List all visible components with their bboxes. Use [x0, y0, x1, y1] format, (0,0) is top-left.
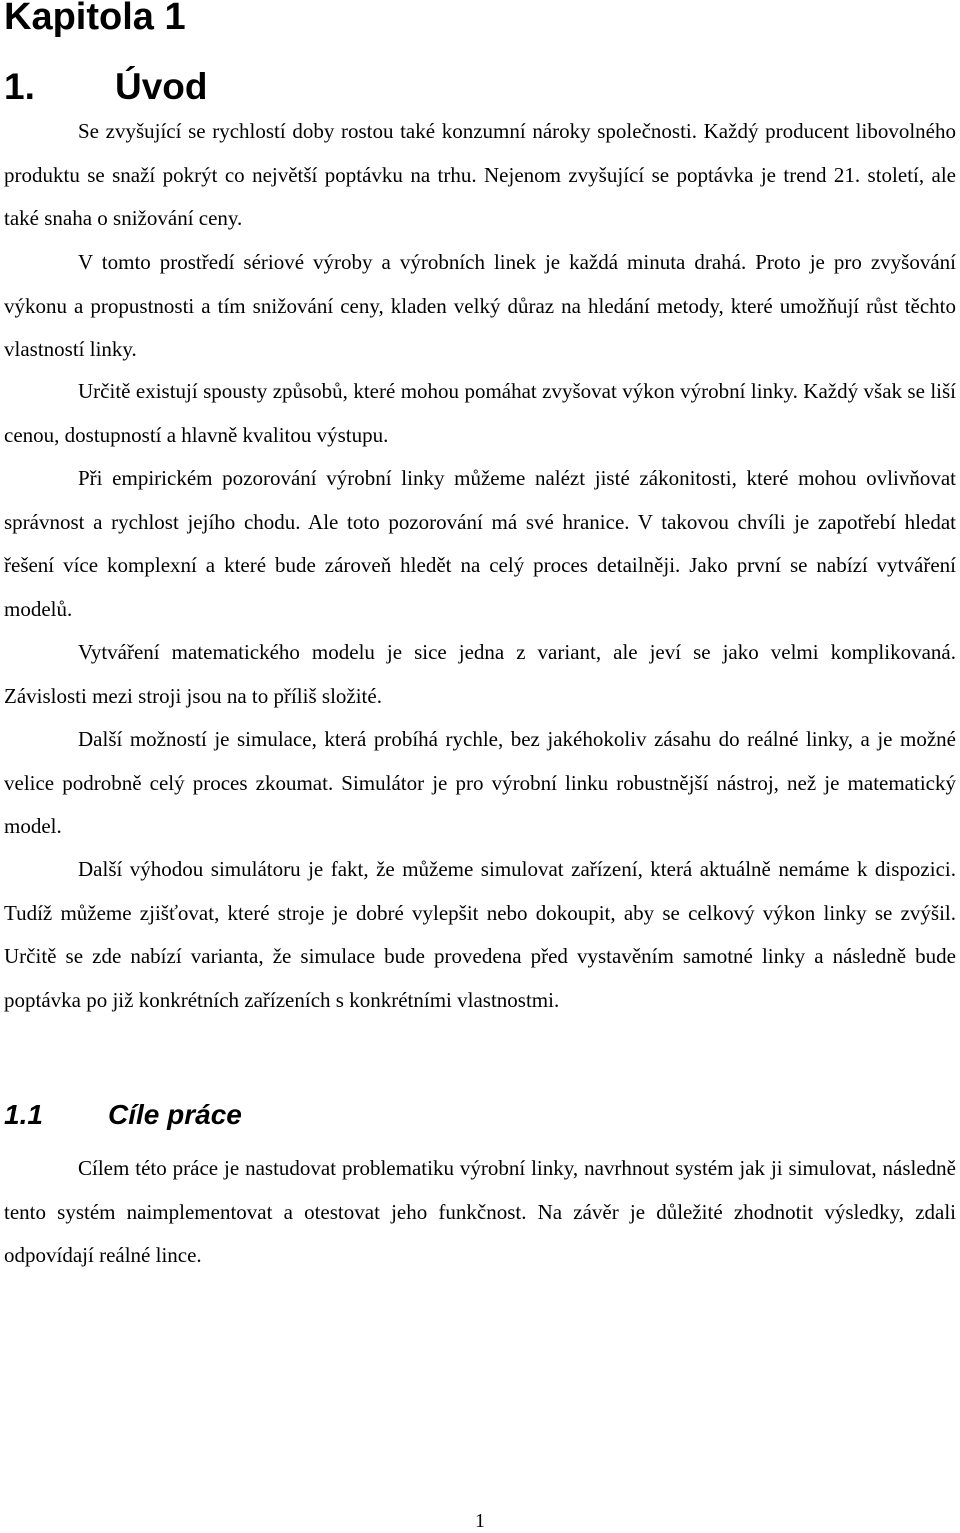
paragraph: Vytváření matematického modelu je sice jedna z variant, ale jeví se jako velmi komplikovaná. Závislosti mezi stroji jsou na to příliš složité.	[4, 640, 956, 708]
paragraph-block	[4, 848, 956, 1022]
paragraph: Cílem této práce je nastudovat problematiku výrobní linky, navrhnout systém jak ji simulovat, následně tento systém naimplementovat a otestovat jeho funkčnost. Na závěr je důležité zhodnotit výsledky, zdali odpovídají reálné lince.	[4, 1156, 956, 1267]
page-number: 1	[475, 1510, 485, 1532]
section-heading	[4, 64, 208, 110]
subsection-title: Cíle práce	[108, 1099, 242, 1130]
paragraph: Určitě existují spousty způsobů, které mohou pomáhat zvyšovat výkon výrobní linky. Každý však se liší cenou, dostupností a hlavně kvalitou výstupu.	[4, 379, 956, 447]
chapter-label: Kapitola 1	[4, 0, 186, 38]
paragraph: V tomto prostředí sériové výroby a výrobních linek je každá minuta drahá. Proto je pro zvyšování výkonu a propustnosti a tím snižování ceny, kladen velký důraz na hledání metody, které umožňují růst těchto vlastností linky.	[4, 250, 956, 361]
paragraph-block	[4, 370, 956, 457]
paragraph-block	[4, 241, 956, 372]
paragraph-block	[4, 110, 956, 241]
paragraph-block	[4, 1147, 956, 1278]
subsection-heading	[4, 1093, 242, 1137]
paragraph: Další možností je simulace, která probíhá rychle, bez jakéhokoliv zásahu do reálné linky, a je možné velice podrobně celý proces zkoumat. Simulátor je pro výrobní linku robustnější nástroj, než je matematický model.	[4, 727, 956, 838]
paragraph-block	[4, 718, 956, 849]
section-number: 1.	[4, 66, 35, 107]
paragraph: Se zvyšující se rychlostí doby rostou také konzumní nároky společnosti. Každý producent libovolného produktu se snaží pokrýt co největší poptávku na trhu. Nejenom zvyšující se poptávka je trend 21. století, ale také snaha o snižování ceny.	[4, 119, 956, 230]
paragraph-block	[4, 631, 956, 718]
subsection-number: 1.1	[4, 1099, 43, 1130]
paragraph: Další výhodou simulátoru je fakt, že můžeme simulovat zařízení, která aktuálně nemáme k dispozici. Tudíž můžeme zjišťovat, které stroje je dobré vylepšit nebo dokoupit, aby se celkový výkon linky se zvýšil. Určitě se zde nabízí varianta, že simulace bude provedena před vystavěním samotné linky a následně bude poptávka po již konkrétních zařízeních s konkrétními vlastnostmi.	[4, 857, 956, 1012]
paragraph: Při empirickém pozorování výrobní linky můžeme nalézt jisté zákonitosti, které mohou ovlivňovat správnost a rychlost jejího chodu. Ale toto pozorování má své hranice. V takovou chvíli je zapotřebí hledat řešení více komplexní a které bude zároveň hledět na celý proces detailněji. Jako první se nabízí vytváření modelů.	[4, 466, 956, 621]
section-title: Úvod	[115, 66, 208, 107]
paragraph-block	[4, 457, 956, 631]
